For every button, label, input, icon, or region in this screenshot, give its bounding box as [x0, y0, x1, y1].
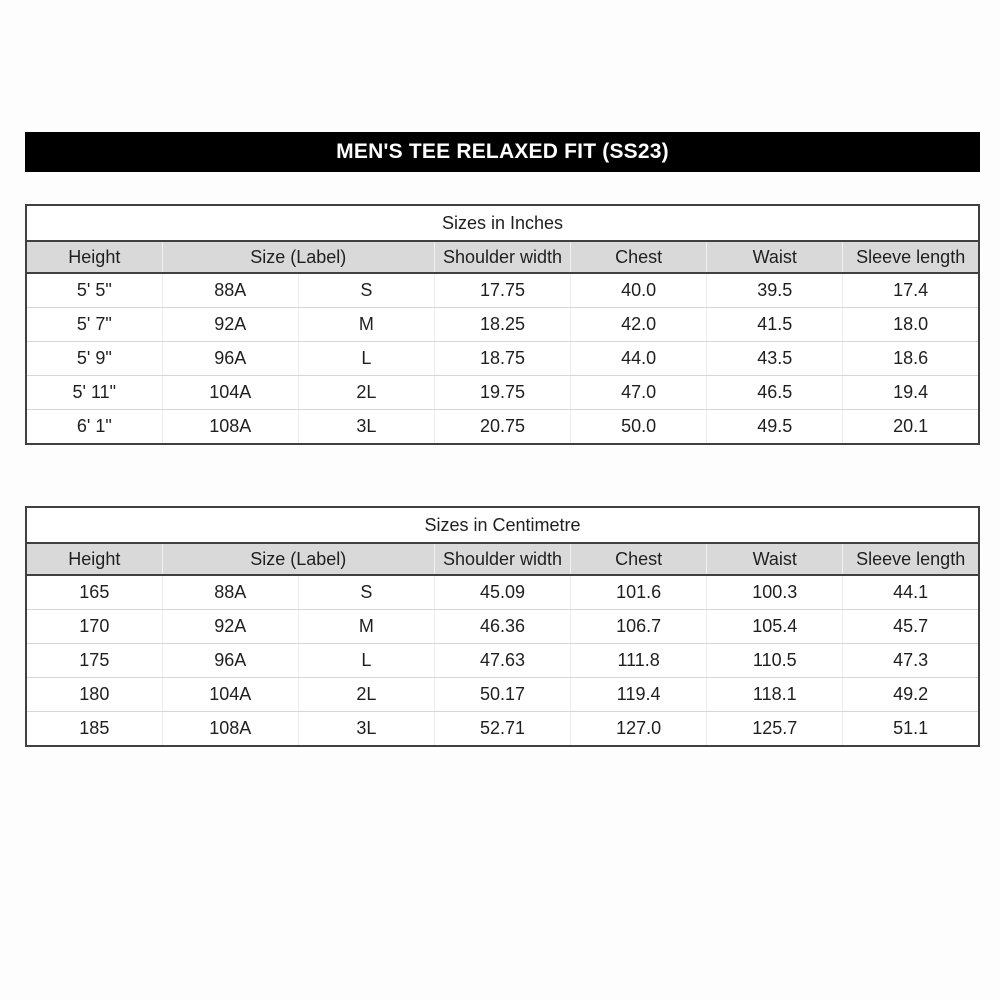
table-header-row	[26, 543, 979, 575]
table-header-row	[26, 241, 979, 273]
title-banner	[25, 132, 980, 172]
table-cell: 127.0	[571, 712, 707, 747]
table-cell: 125.7	[707, 712, 843, 747]
table-cell: 100.3	[707, 575, 843, 610]
table-row	[26, 610, 979, 644]
table-cell: 46.5	[707, 376, 843, 410]
page-title: MEN'S TEE RELAXED FIT (SS23)	[336, 140, 669, 163]
table-cell: M	[298, 610, 434, 644]
column-header: Height	[26, 543, 162, 575]
table-row	[26, 712, 979, 747]
table-row	[26, 308, 979, 342]
table-row	[26, 342, 979, 376]
table-cell: 47.63	[434, 644, 570, 678]
column-header: Size (Label)	[162, 241, 434, 273]
table-cell: 19.75	[434, 376, 570, 410]
table-cell: L	[298, 342, 434, 376]
table-cell: 45.7	[843, 610, 979, 644]
table-cell: 47.3	[843, 644, 979, 678]
table-cell: 49.5	[707, 410, 843, 445]
table-row	[26, 575, 979, 610]
table-cell: 43.5	[707, 342, 843, 376]
table-row	[26, 376, 979, 410]
table-cell: 20.1	[893, 416, 929, 436]
table-cell: L	[298, 644, 434, 678]
table-cell: 17.4	[843, 273, 979, 308]
column-header: Chest	[571, 241, 707, 273]
column-header: Waist	[707, 241, 843, 273]
table-cell: 3L	[298, 410, 434, 445]
table-cell: 50.0	[571, 410, 707, 445]
table-cell: 96A	[162, 342, 298, 376]
table-cell: 51.1	[893, 718, 929, 738]
table-cell: 5' 9"	[26, 342, 162, 376]
column-header: Size (Label)	[162, 543, 434, 575]
column-header: Chest	[571, 543, 707, 575]
table-cell: 119.4	[571, 678, 707, 712]
table-row	[26, 678, 979, 712]
table-cell: 110.5	[707, 644, 843, 678]
table-caption-row	[26, 205, 979, 241]
table-cell: 106.7	[571, 610, 707, 644]
table-cell: 104A	[162, 376, 298, 410]
table-cell: 5' 5"	[26, 273, 162, 308]
table-cell: 92A	[162, 308, 298, 342]
table-cell: 18.6	[843, 342, 979, 376]
table-cell: 3L	[298, 712, 434, 747]
table-cell: 92A	[162, 610, 298, 644]
table-cell: 105.4	[707, 610, 843, 644]
table-cell: 185	[26, 712, 162, 747]
table-cell: 104A	[162, 678, 298, 712]
table-cell: 108A	[162, 712, 298, 747]
table-cell: 19.4	[843, 376, 979, 410]
table-row	[26, 644, 979, 678]
table-row	[26, 273, 979, 308]
table-cell: 47.0	[571, 376, 707, 410]
column-header: Shoulder width	[434, 241, 570, 273]
table-cell: 5' 7"	[26, 308, 162, 342]
table-cell: 45.09	[434, 575, 570, 610]
column-header: Waist	[707, 543, 843, 575]
table-cell: 17.75	[434, 273, 570, 308]
table-cell: 2L	[298, 376, 434, 410]
size-table-1	[25, 506, 980, 747]
table-cell: 96A	[162, 644, 298, 678]
table-cell: 5' 11"	[26, 376, 162, 410]
table-cell: 18.75	[434, 342, 570, 376]
table-cell: 44.0	[571, 342, 707, 376]
table-cell: 50.17	[434, 678, 570, 712]
table-cell: 88A	[162, 273, 298, 308]
table-cell: 18.25	[434, 308, 570, 342]
table-cell: 2L	[298, 678, 434, 712]
table-cell: 20.75	[434, 410, 570, 445]
table-cell: 118.1	[707, 678, 843, 712]
column-header: Sleeve length	[843, 543, 979, 575]
table-cell: 49.2	[843, 678, 979, 712]
table-cell: 101.6	[571, 575, 707, 610]
size-table-0	[25, 204, 980, 445]
table-cell: 165	[26, 575, 162, 610]
table-cell: 175	[26, 644, 162, 678]
table-cell: 18.0	[843, 308, 979, 342]
table-cell: 108A	[162, 410, 298, 445]
column-header: Sleeve length	[843, 241, 979, 273]
table-cell: S	[298, 273, 434, 308]
column-header: Shoulder width	[434, 543, 570, 575]
table-cell: M	[298, 308, 434, 342]
table-cell: 170	[26, 610, 162, 644]
table-cell: 111.8	[571, 644, 707, 678]
table-cell: 42.0	[571, 308, 707, 342]
table-cell: 44.1	[843, 575, 979, 610]
table-caption: Sizes in Centimetre	[26, 507, 979, 543]
column-header: Height	[26, 241, 162, 273]
table-cell: 46.36	[434, 610, 570, 644]
table-cell: 180	[26, 678, 162, 712]
table-cell: 39.5	[707, 273, 843, 308]
table-caption-row	[26, 507, 979, 543]
table-row	[26, 410, 979, 445]
table-cell: 88A	[162, 575, 298, 610]
table-cell: S	[298, 575, 434, 610]
table-caption: Sizes in Inches	[26, 205, 979, 241]
table-cell: 41.5	[707, 308, 843, 342]
table-cell: 6' 1"	[26, 410, 162, 445]
table-cell: 40.0	[571, 273, 707, 308]
table-cell: 52.71	[434, 712, 570, 747]
